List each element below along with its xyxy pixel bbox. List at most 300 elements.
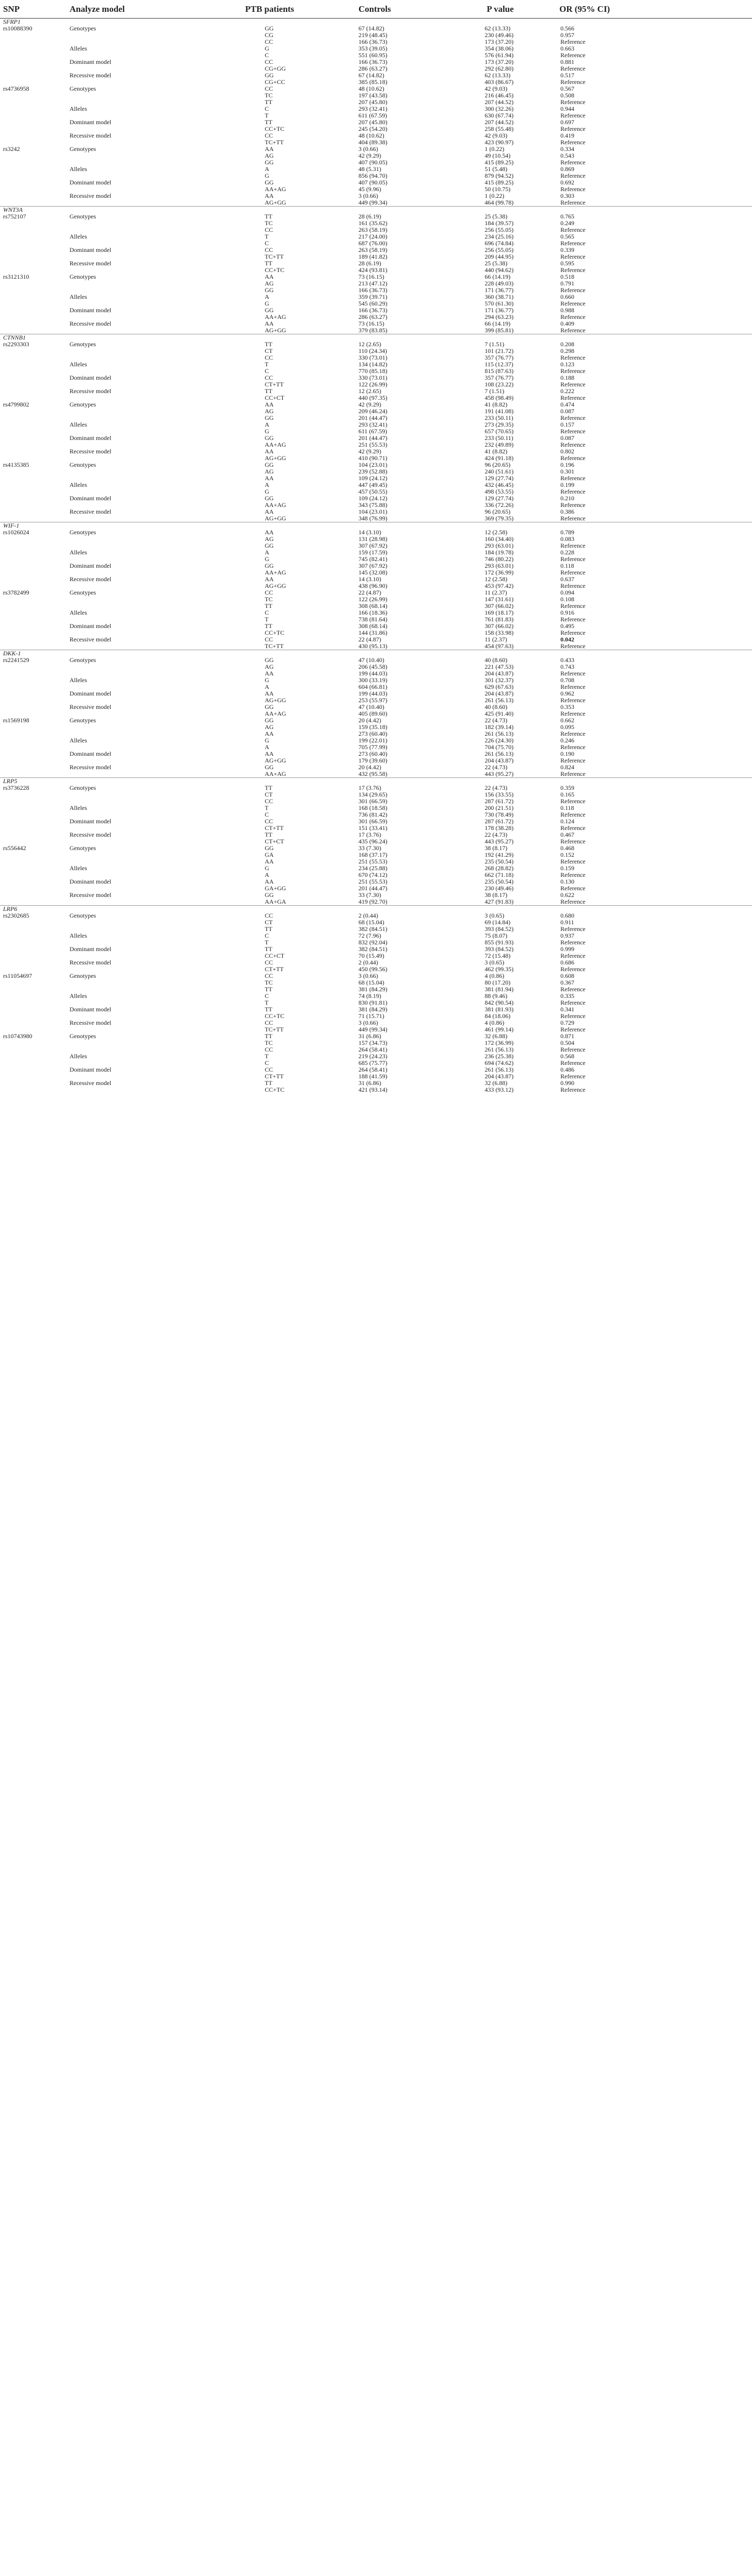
- ptb-cell: 234 (25.88): [358, 865, 387, 872]
- controls-cell: 96 (20.65): [485, 462, 510, 468]
- model-cell: [70, 569, 239, 576]
- controls-cell: 236 (25.38): [485, 1053, 514, 1060]
- ptb-cell: 432 (95.58): [358, 771, 387, 777]
- p-value-cell: Reference: [560, 757, 586, 764]
- controls-cell: 204 (43.87): [485, 1073, 514, 1080]
- ptb-cell: 166 (36.73): [358, 287, 387, 294]
- genotype-cell: CC: [265, 1020, 274, 1026]
- table-row: [0, 126, 752, 132]
- ptb-cell: 20 (4.42): [358, 764, 381, 771]
- p-value-cell: Reference: [560, 354, 586, 361]
- table-row: [0, 368, 752, 375]
- controls-cell: 88 (9.46): [485, 993, 507, 999]
- p-value-cell: 0.409: [560, 320, 574, 327]
- ptb-cell: 381 (84.29): [358, 1006, 387, 1013]
- genotype-cell: AA: [265, 401, 274, 408]
- ptb-cell: 31 (6.86): [358, 1033, 381, 1040]
- table-row: [0, 589, 752, 596]
- ptb-cell: 545 (60.29): [358, 300, 387, 307]
- controls-cell: 7 (1.51): [485, 388, 504, 395]
- ptb-cell: 168 (37.17): [358, 852, 387, 858]
- controls-cell: 50 (10.75): [485, 186, 510, 193]
- model-cell: [70, 757, 239, 764]
- snp-id: [0, 1066, 70, 1073]
- snp-id: [0, 664, 70, 670]
- snp-id: [0, 267, 70, 274]
- ptb-cell: 134 (14.82): [358, 361, 387, 368]
- controls-cell: 235 (50.54): [485, 858, 514, 865]
- table-row: [0, 791, 752, 798]
- controls-cell: 855 (91.93): [485, 939, 514, 946]
- ptb-cell: 449 (99.34): [358, 199, 387, 206]
- p-value-cell: 0.660: [560, 294, 574, 300]
- model-cell: Genotypes: [70, 146, 96, 152]
- ptb-cell: 42 (9.29): [358, 401, 381, 408]
- genotype-cell: AG+GG: [265, 455, 286, 462]
- controls-cell: 261 (56.13): [485, 751, 514, 757]
- model-cell: [70, 488, 239, 495]
- model-cell: Recessive model: [70, 764, 111, 771]
- ptb-cell: 109 (24.12): [358, 475, 387, 482]
- p-value-cell: Reference: [560, 173, 586, 179]
- ptb-cell: 109 (24.12): [358, 495, 387, 502]
- controls-cell: 261 (56.13): [485, 1046, 514, 1053]
- genotype-cell: GG: [265, 435, 274, 442]
- genotype-cell: AG+GG: [265, 697, 286, 704]
- controls-cell: 49 (10.54): [485, 152, 510, 159]
- p-value-cell: 0.518: [560, 274, 574, 280]
- ptb-cell: 457 (50.55): [358, 488, 387, 495]
- model-cell: [70, 731, 239, 737]
- p-value-cell: 0.228: [560, 549, 574, 556]
- genotype-cell: GG: [265, 72, 274, 79]
- p-value-cell: 0.680: [560, 912, 574, 919]
- ptb-cell: 74 (8.19): [358, 993, 381, 999]
- snp-id: [0, 959, 70, 966]
- snp-id: rs10743980: [3, 1033, 32, 1040]
- genotype-cell: AG: [265, 408, 274, 415]
- p-value-cell: 0.789: [560, 529, 574, 536]
- controls-cell: 425 (91.40): [485, 710, 514, 717]
- p-value-cell: 0.988: [560, 307, 574, 314]
- ptb-cell: 381 (84.29): [358, 986, 387, 993]
- genotype-cell: GG: [265, 307, 274, 314]
- genotype-cell: AA+AG: [265, 186, 286, 193]
- controls-cell: 424 (91.18): [485, 455, 514, 462]
- model-cell: Genotypes: [70, 589, 96, 596]
- genotype-cell: TT: [265, 260, 272, 267]
- p-value-cell: Reference: [560, 670, 586, 677]
- genotype-cell: GG: [265, 179, 274, 186]
- model-cell: Recessive model: [70, 1080, 111, 1087]
- genotype-cell: TC+TT: [265, 139, 284, 146]
- genotype-cell: TC: [265, 1040, 273, 1046]
- table-row: [0, 199, 752, 207]
- ptb-cell: 832 (92.04): [358, 939, 387, 946]
- ptb-cell: 263 (58.19): [358, 247, 387, 253]
- model-cell: Dominant model: [70, 307, 111, 314]
- table-row: [0, 697, 752, 704]
- ptb-cell: 438 (96.90): [358, 583, 387, 589]
- p-value-cell: 0.334: [560, 146, 574, 152]
- genotype-cell: GG: [265, 657, 274, 664]
- controls-cell: 694 (74.62): [485, 1060, 514, 1066]
- ptb-cell: 219 (48.45): [358, 32, 387, 39]
- table-row: [0, 717, 752, 724]
- controls-cell: 11 (2.37): [485, 636, 507, 643]
- snp-id: [0, 616, 70, 623]
- controls-cell: 228 (49.03): [485, 280, 514, 287]
- table-row: [0, 576, 752, 583]
- genotype-cell: AG: [265, 724, 274, 731]
- controls-cell: 415 (89.25): [485, 159, 514, 166]
- snp-id: [0, 704, 70, 710]
- model-cell: [70, 173, 239, 179]
- table-row: [0, 939, 752, 946]
- ptb-cell: 293 (32.41): [358, 421, 387, 428]
- table-row: [0, 1033, 752, 1040]
- snp-id: rs3121310: [3, 274, 29, 280]
- table-row: [0, 946, 752, 953]
- genotype-cell: A: [265, 684, 269, 690]
- controls-cell: 629 (67.63): [485, 684, 514, 690]
- ptb-cell: 2 (0.44): [358, 912, 378, 919]
- ptb-cell: 67 (14.82): [358, 72, 384, 79]
- p-value-cell: Reference: [560, 939, 586, 946]
- p-value-cell: 0.743: [560, 664, 574, 670]
- controls-cell: 415 (89.25): [485, 179, 514, 186]
- snp-id: [0, 684, 70, 690]
- snp-id: [0, 287, 70, 294]
- genotype-cell: A: [265, 294, 269, 300]
- p-value-cell: 0.765: [560, 213, 574, 220]
- table-row: [0, 825, 752, 832]
- genotype-cell: CC: [265, 354, 274, 361]
- genotype-cell: AA: [265, 509, 274, 515]
- genotype-cell: TT: [265, 388, 272, 395]
- p-value-cell: 0.208: [560, 341, 574, 348]
- gene-name: CTNNB1: [0, 334, 752, 342]
- p-value-cell: 0.303: [560, 193, 574, 199]
- genotype-cell: TT: [265, 1080, 272, 1087]
- ptb-cell: 3 (0.66): [358, 146, 378, 152]
- snp-id: [0, 858, 70, 865]
- controls-cell: 696 (74.84): [485, 240, 514, 247]
- snp-id: [0, 697, 70, 704]
- table-row: [0, 455, 752, 462]
- controls-cell: 62 (13.33): [485, 25, 510, 32]
- table-row: [0, 314, 752, 320]
- snp-id: [0, 368, 70, 375]
- controls-cell: 261 (56.13): [485, 697, 514, 704]
- ptb-cell: 201 (44.47): [358, 415, 387, 421]
- controls-cell: 462 (99.35): [485, 966, 514, 973]
- p-value-cell: 0.190: [560, 751, 574, 757]
- ptb-cell: 168 (18.58): [358, 805, 387, 811]
- snp-id: rs3782499: [3, 589, 29, 596]
- ptb-cell: 421 (93.14): [358, 1087, 387, 1093]
- model-cell: [70, 314, 239, 320]
- model-cell: Recessive model: [70, 72, 111, 79]
- table-row: [0, 986, 752, 993]
- controls-cell: 22 (4.73): [485, 832, 507, 838]
- p-value-cell: 0.543: [560, 152, 574, 159]
- genotype-cell: CC+TC: [265, 1013, 285, 1020]
- model-cell: [70, 885, 239, 892]
- table-row: [0, 1020, 752, 1026]
- snp-id: [0, 482, 70, 488]
- table-row: [0, 468, 752, 475]
- genotype-cell: AA: [265, 320, 274, 327]
- genotype-cell: AG: [265, 664, 274, 670]
- genotype-cell: C: [265, 106, 269, 112]
- snp-id: [0, 99, 70, 106]
- table-row: [0, 1026, 752, 1033]
- ptb-cell: 770 (85.18): [358, 368, 387, 375]
- controls-cell: 498 (53.55): [485, 488, 514, 495]
- table-row: [0, 1060, 752, 1066]
- p-value-cell: Reference: [560, 583, 586, 589]
- snp-id: [0, 543, 70, 549]
- table-row: [0, 502, 752, 509]
- snp-id: [0, 690, 70, 697]
- controls-cell: 209 (44.95): [485, 253, 514, 260]
- model-cell: [70, 515, 239, 522]
- model-cell: [70, 710, 239, 717]
- snp-id: [0, 72, 70, 79]
- table-row: [0, 448, 752, 455]
- genotype-cell: CC+TC: [265, 630, 285, 636]
- table-row: [0, 933, 752, 939]
- ptb-cell: 611 (67.59): [358, 112, 387, 119]
- table-row: [0, 106, 752, 112]
- p-value-cell: 0.708: [560, 677, 574, 684]
- ptb-cell: 687 (76.00): [358, 240, 387, 247]
- controls-cell: 169 (18.17): [485, 609, 514, 616]
- p-value-cell: Reference: [560, 684, 586, 690]
- gene-row: [0, 778, 752, 785]
- table-row: [0, 173, 752, 179]
- ptb-cell: 435 (96.24): [358, 838, 387, 845]
- table-row: [0, 852, 752, 858]
- p-value-cell: Reference: [560, 395, 586, 401]
- gene-name: WIF-1: [0, 522, 752, 530]
- genotype-cell: CT+CT: [265, 838, 284, 845]
- genotype-cell: GG: [265, 845, 274, 852]
- genotype-cell: GG: [265, 543, 274, 549]
- ptb-cell: 67 (14.82): [358, 25, 384, 32]
- p-value-cell: Reference: [560, 39, 586, 45]
- model-cell: Alleles: [70, 933, 87, 939]
- p-value-cell: 0.159: [560, 865, 574, 872]
- controls-cell: 443 (95.27): [485, 838, 514, 845]
- p-value-cell: Reference: [560, 616, 586, 623]
- controls-cell: 158 (33.98): [485, 630, 514, 636]
- table-row: [0, 926, 752, 933]
- model-cell: Alleles: [70, 609, 87, 616]
- genotype-cell: GA: [265, 852, 274, 858]
- model-cell: Genotypes: [70, 529, 96, 536]
- snp-id: [0, 764, 70, 771]
- p-value-cell: 0.881: [560, 59, 574, 65]
- p-value-cell: Reference: [560, 999, 586, 1006]
- table-row: [0, 247, 752, 253]
- genotype-cell: TT: [265, 341, 272, 348]
- ptb-cell: 385 (85.18): [358, 79, 387, 86]
- genotype-cell: T: [265, 939, 269, 946]
- p-value-cell: 0.637: [560, 576, 574, 583]
- p-value-cell: Reference: [560, 953, 586, 959]
- p-value-cell: 0.130: [560, 878, 574, 885]
- model-cell: Recessive model: [70, 448, 111, 455]
- controls-cell: 3 (0.65): [485, 959, 504, 966]
- controls-cell: 293 (63.01): [485, 543, 514, 549]
- ptb-cell: 217 (24.00): [358, 233, 387, 240]
- table-row: [0, 395, 752, 401]
- controls-cell: 4 (0.86): [485, 1020, 504, 1026]
- snp-id: [0, 132, 70, 139]
- controls-cell: 230 (49.46): [485, 32, 514, 39]
- snp-id: rs10088390: [3, 25, 32, 32]
- model-cell: Dominant model: [70, 375, 111, 381]
- genotype-cell: CC: [265, 132, 274, 139]
- genotype-cell: GG: [265, 495, 274, 502]
- model-cell: [70, 1013, 239, 1020]
- genotype-cell: AA: [265, 529, 274, 536]
- controls-cell: 62 (13.33): [485, 72, 510, 79]
- model-cell: [70, 287, 239, 294]
- genotype-cell: AG+GG: [265, 199, 286, 206]
- controls-cell: 393 (84.52): [485, 946, 514, 953]
- genotype-cell: G: [265, 556, 269, 563]
- controls-cell: 461 (99.14): [485, 1026, 514, 1033]
- genotype-cell: CC: [265, 973, 274, 979]
- model-cell: [70, 395, 239, 401]
- p-value-cell: 0.962: [560, 690, 574, 697]
- snp-id: [0, 509, 70, 515]
- genotype-cell: TT: [265, 986, 272, 993]
- p-value-cell: 0.335: [560, 993, 574, 999]
- p-value-cell: 0.157: [560, 421, 574, 428]
- ptb-cell: 264 (58.41): [358, 1066, 387, 1073]
- genotype-cell: G: [265, 488, 269, 495]
- model-cell: Genotypes: [70, 657, 96, 664]
- model-cell: Recessive model: [70, 832, 111, 838]
- controls-cell: 182 (39.14): [485, 724, 514, 731]
- header-ptb-patients: PTB patients: [239, 0, 352, 19]
- table-row: [0, 1053, 752, 1060]
- snp-id: [0, 59, 70, 65]
- model-cell: [70, 220, 239, 227]
- model-cell: [70, 556, 239, 563]
- p-value-cell: Reference: [560, 455, 586, 462]
- genotype-cell: AA+AG: [265, 710, 286, 717]
- genotype-cell: G: [265, 677, 269, 684]
- ptb-cell: 42 (9.29): [358, 152, 381, 159]
- controls-cell: 300 (32.26): [485, 106, 514, 112]
- snp-id: [0, 609, 70, 616]
- controls-cell: 173 (37.20): [485, 39, 514, 45]
- ptb-cell: 68 (15.04): [358, 979, 384, 986]
- genotype-cell: TC+TT: [265, 1026, 284, 1033]
- ptb-cell: 197 (43.58): [358, 92, 387, 99]
- table-row: [0, 132, 752, 139]
- snp-id: [0, 744, 70, 751]
- p-value-cell: 0.196: [560, 462, 574, 468]
- genotype-cell: TC: [265, 979, 273, 986]
- snp-id: [0, 415, 70, 421]
- p-value-cell: Reference: [560, 872, 586, 878]
- table-row: [0, 973, 752, 979]
- p-value-cell: 0.188: [560, 375, 574, 381]
- ptb-cell: 308 (68.14): [358, 623, 387, 630]
- table-row: [0, 556, 752, 563]
- genotype-cell: T: [265, 112, 269, 119]
- controls-cell: 464 (99.78): [485, 199, 514, 206]
- model-cell: [70, 630, 239, 636]
- table-row: [0, 1040, 752, 1046]
- controls-cell: 233 (50.11): [485, 435, 514, 442]
- controls-cell: 7 (1.51): [485, 341, 504, 348]
- model-cell: [70, 199, 239, 207]
- model-cell: Genotypes: [70, 213, 96, 220]
- table-row: [0, 488, 752, 495]
- table-row: [0, 549, 752, 556]
- snp-id: [0, 495, 70, 502]
- genotype-cell: AG+GG: [265, 757, 286, 764]
- snp-id: [0, 798, 70, 805]
- model-cell: Alleles: [70, 865, 87, 872]
- snp-id: rs4799802: [3, 401, 29, 408]
- p-value-cell: Reference: [560, 475, 586, 482]
- p-value-cell: 0.359: [560, 785, 574, 791]
- table-row: [0, 818, 752, 825]
- model-cell: [70, 744, 239, 751]
- model-cell: [70, 415, 239, 421]
- ptb-cell: 45 (9.96): [358, 186, 381, 193]
- model-cell: Dominant model: [70, 119, 111, 126]
- snp-id: [0, 381, 70, 388]
- p-value-cell: Reference: [560, 502, 586, 509]
- p-value-cell: Reference: [560, 556, 586, 563]
- controls-cell: 662 (71.18): [485, 872, 514, 878]
- ptb-cell: 449 (99.34): [358, 1026, 387, 1033]
- controls-cell: 730 (78.49): [485, 811, 514, 818]
- snp-id: [0, 892, 70, 899]
- model-cell: Genotypes: [70, 845, 96, 852]
- snp-id: [0, 119, 70, 126]
- table-row: [0, 193, 752, 199]
- controls-cell: 256 (55.05): [485, 227, 514, 233]
- genotype-cell: G: [265, 173, 269, 179]
- table-row: [0, 1006, 752, 1013]
- ptb-cell: 450 (99.56): [358, 966, 387, 973]
- snp-id: [0, 933, 70, 939]
- header-controls: Controls: [352, 0, 478, 19]
- genotype-cell: AA+GA: [265, 899, 286, 905]
- controls-cell: 657 (70.65): [485, 428, 514, 435]
- controls-cell: 42 (9.03): [485, 86, 507, 92]
- controls-cell: 879 (94.52): [485, 173, 514, 179]
- controls-cell: 360 (38.71): [485, 294, 514, 300]
- model-cell: [70, 408, 239, 415]
- controls-cell: 293 (63.01): [485, 563, 514, 569]
- model-cell: Alleles: [70, 45, 87, 52]
- model-cell: Dominant model: [70, 690, 111, 697]
- controls-cell: 630 (67.74): [485, 112, 514, 119]
- p-value-cell: Reference: [560, 1087, 586, 1093]
- genotype-cell: A: [265, 549, 269, 556]
